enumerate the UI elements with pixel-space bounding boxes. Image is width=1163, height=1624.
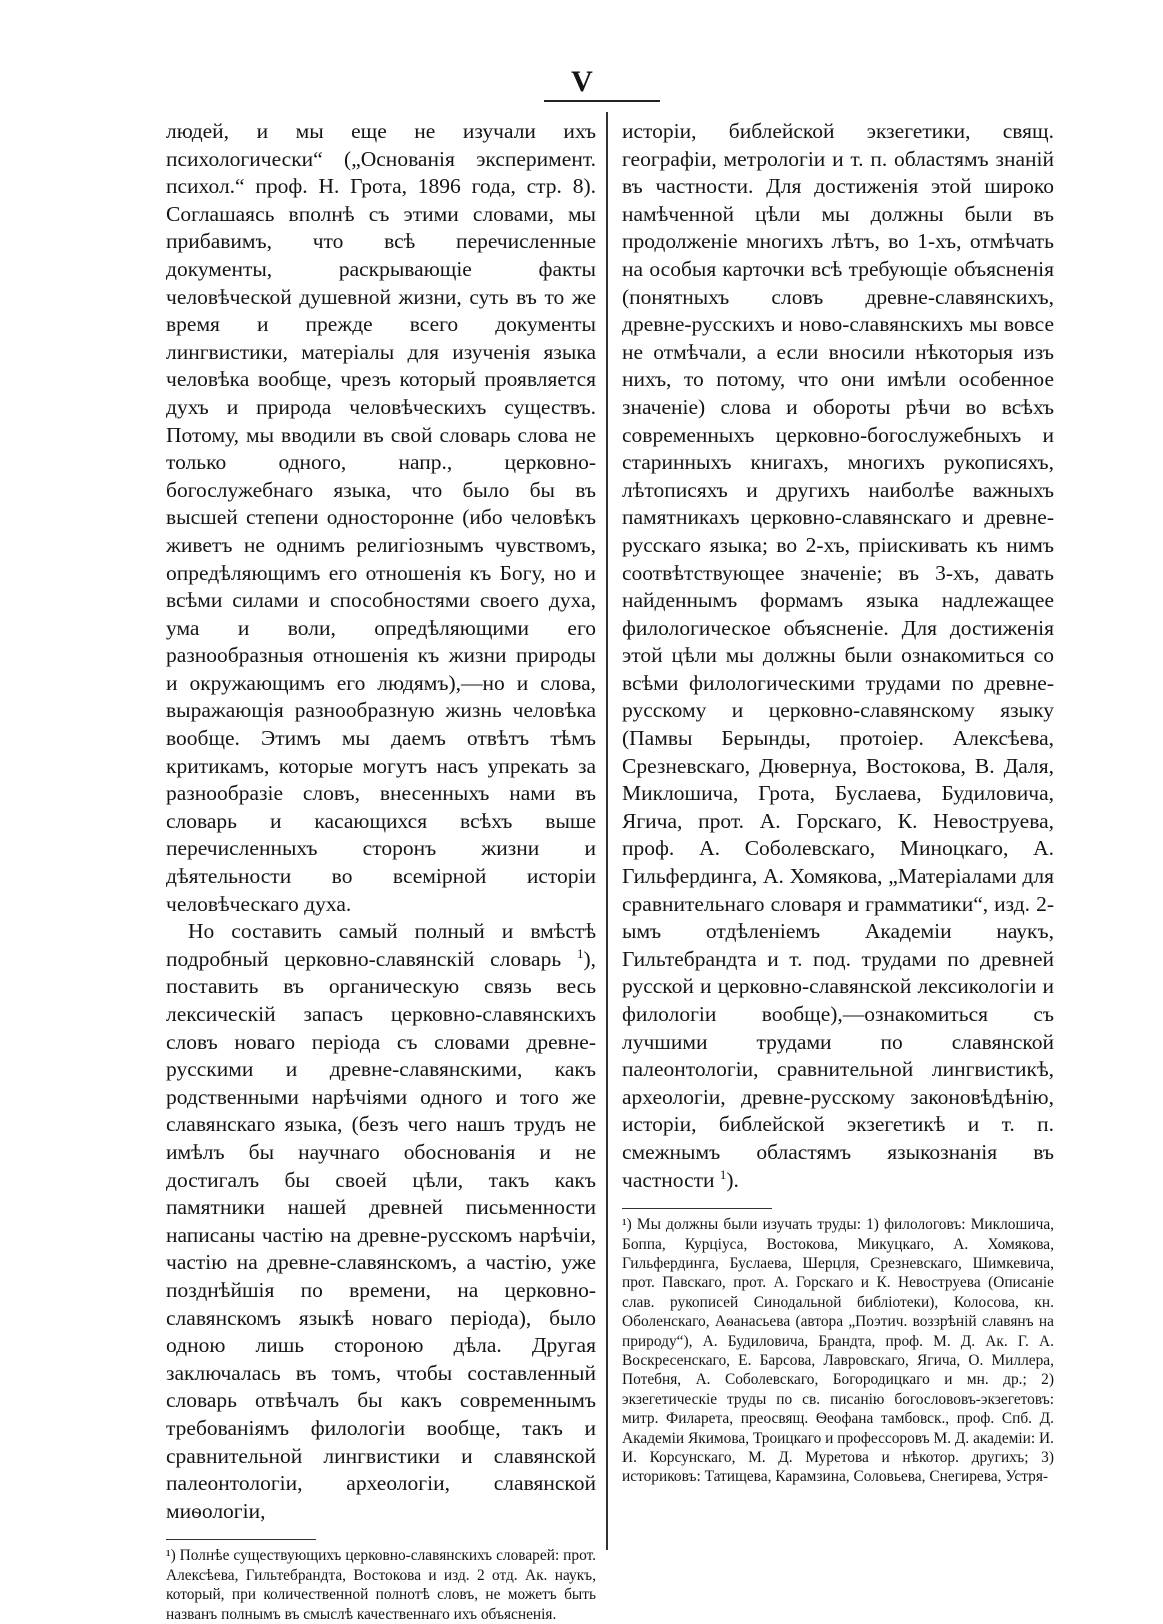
footnote-marker: 1 [577, 946, 584, 961]
right-footnote: ¹) Мы должны были изучать труды: 1) филологовъ: Миклошича, Боппа, Курціуса, Востокова, Микуцкаго, А. Хомякова, Гильфердинга, Буслаева, Шерцля, Срезневскаго, Шимкевича, прот. Павскаго, прот. А. Горскаго и К. Невоструева (Описаніе слав. рукописей Синодальной библіотеки), Колосова, кн. Оболенскаго, Аѳанасьева (автора „Поэтич. воззрѣній славянъ на природу“), А. Будиловича, Брандта, проф. М. Д. Ак. Г. А. Воскресенскаго, Е. Барсова, Лавровскаго, Ягича, О. Миллера, Потебня, А. Соболевскаго, Богородицкаго и мн. др.; 2) экзегетическіе труды по св. писанію богослововъ-экзегетовъ: митр. Филарета, преосвящ. Ѳеофана тамбовск., проф. Спб. Д. Академіи Якимова, Троицкаго и профессоровъ М. Д. академіи: И. И. Корсунскаго, М. Д. Муретова и нѣкотор. другихъ; 3) историковъ: Татищева, Карамзина, Соловьева, Снегирева, Устря- [622, 1216, 1054, 1486]
footnote-rule-right [622, 1208, 772, 1209]
left-body-text [166, 118, 596, 1525]
footnote-rule-left [166, 1539, 316, 1540]
right-column [622, 118, 1054, 1487]
column-rule [606, 112, 608, 1550]
right-paragraph-1-end: ). [726, 1167, 739, 1192]
header-rule [544, 100, 660, 102]
left-paragraph-2 [166, 918, 596, 1525]
left-footnote: ¹) Полнѣе существующихъ церковно-славянскихъ словарей: прот. Алексѣева, Гильтебрандта, Востокова и изд. 2 отд. Ак. наукъ, который, при количественной полнотѣ словъ, не можетъ быть названъ полнымъ въ смыслѣ качественнаго ихъ объясненія. [166, 1547, 596, 1623]
left-paragraph-2-start: Но составить самый полный и вмѣстѣ подробный церковно-славянскій словарь [166, 919, 596, 971]
right-paragraph-1-text: исторіи, библейской экзегетики, свящ. географіи, метрологіи и т. п. областямъ знаній въ частности. Для достиженія этой широко намѣченной цѣли мы должны были въ продолженіе многихъ лѣтъ, во 1-хъ, отмѣчать на особыя карточки всѣ требующіе объясненія (понятныхъ словъ древне-славянскихъ, древне-русскихъ и ново-славянскихъ мы вовсе не отмѣчали, а если вносили нѣкоторыя изъ нихъ, то потому, что они имѣли особенное значеніе) слова и обороты рѣчи во всѣхъ современныхъ церковно-богослужебныхъ и старинныхъ книгахъ, многихъ рукописяхъ, лѣтописяхъ и другихъ наиболѣе важныхъ памятникахъ церковно-славянскаго и древне-русскаго языка; во 2-хъ, пріискивать къ нимъ соотвѣтствующее значеніе; въ 3-хъ, давать найденнымъ формамъ языка надлежащее филологическое объясненіе. Для достиженія этой цѣли мы должны были ознакомиться со всѣми филологическими трудами по древне-русскому и церковно-славянскому языку (Памвы Берынды, протоіер. Алексѣева, Срезневскаго, Дювернуа, Востокова, В. Даля, Миклошича, Грота, Буслаева, Будиловича, Ягича, прот. А. Горскаго, К. Невоструева, проф. А. Соболевскаго, Миноцкаго, А. Гильфердинга, А. Хомякова, „Матеріалами для сравнительнаго словаря и грамматики“, изд. 2-ымъ отдѣленіемъ Академіи наукъ, Гильтебрандта и т. под. трудами по древней русской и церковно-славянской лексикологіи и филологіи вообще),—ознакомиться съ лучшими трудами по славянской палеонтологіи, сравнительной лингвистикѣ, археологіи, древне-русскому законовѣдѣнію, исторіи, библейской экзегетикѣ и т. п. смежнымъ областямъ языкознанія въ частности [622, 119, 1054, 1192]
footnote-marker: 1 [719, 1167, 727, 1182]
right-paragraph-1 [622, 118, 1054, 1194]
left-paragraph-2-rest: ), поставить въ органическую связь весь лексическій запасъ церковно-славянскихъ словъ новаго періода съ словами древне-русскими и древне-славянскими, какъ родственными нарѣчіями одного и того же славянскаго языка, (безъ чего нашъ трудъ не имѣлъ бы научнаго обоснованія и не достигалъ бы своей цѣли, такъ какъ памятники нашей древней письменности написаны частію на древне-русскомъ нарѣчіи, частію на древне-славянскомъ, а частію, уже позднѣйшія по времени, на церковно-славянскомъ языкѣ новаго періода), было одною лишь стороною дѣла. Другая заключалась въ томъ, чтобы составленный словарь отвѣчалъ бы какъ современнымъ требованіямъ филологіи вообще, такъ и сравнительной лингвистики и славянской палеонтологіи, археологіи, славянской миѳологіи, [166, 946, 596, 1523]
left-column [166, 118, 596, 1624]
page-number: V [571, 65, 593, 98]
left-paragraph-1: людей, и мы еще не изучали ихъ психологически“ („Основанія эксперимент. психол.“ проф. Н. Грота, 1896 года, стр. 8). Соглашаясь вполнѣ съ этими словами, мы прибавимъ, что всѣ перечисленные документы, раскрывающіе факты человѣческой душевной жизни, суть въ то же время и прежде всего документы лингвистики, матеріалы для изученія языка человѣка вообще, чрезъ который проявляется духъ и природа человѣческихъ существъ. Потому, мы вводили въ свой словарь слова не только одного, напр., церковно-богослужебнаго языка, что было бы въ высшей степени односторонне (ибо человѣкъ живетъ не однимъ религіознымъ чувствомъ, опредѣляющимъ его отношенія къ Богу, но и всѣми силами и способностями своего духа, ума и воли, опредѣляющими его разнообразныя отношенія къ жизни природы и окружающимъ его людямъ),—но и слова, выражающія разнообразную жизнь человѣка вообще. Этимъ мы даемъ отвѣтъ тѣмъ критикамъ, которые могутъ насъ упрекать за разнообразіе словъ, внесенныхъ нами въ словарь и касающихся всѣхъ выше перечисленныхъ сторонъ жизни и дѣятельности во всемірной исторіи человѣческаго духа. [166, 119, 596, 916]
right-body-text [622, 118, 1054, 1194]
